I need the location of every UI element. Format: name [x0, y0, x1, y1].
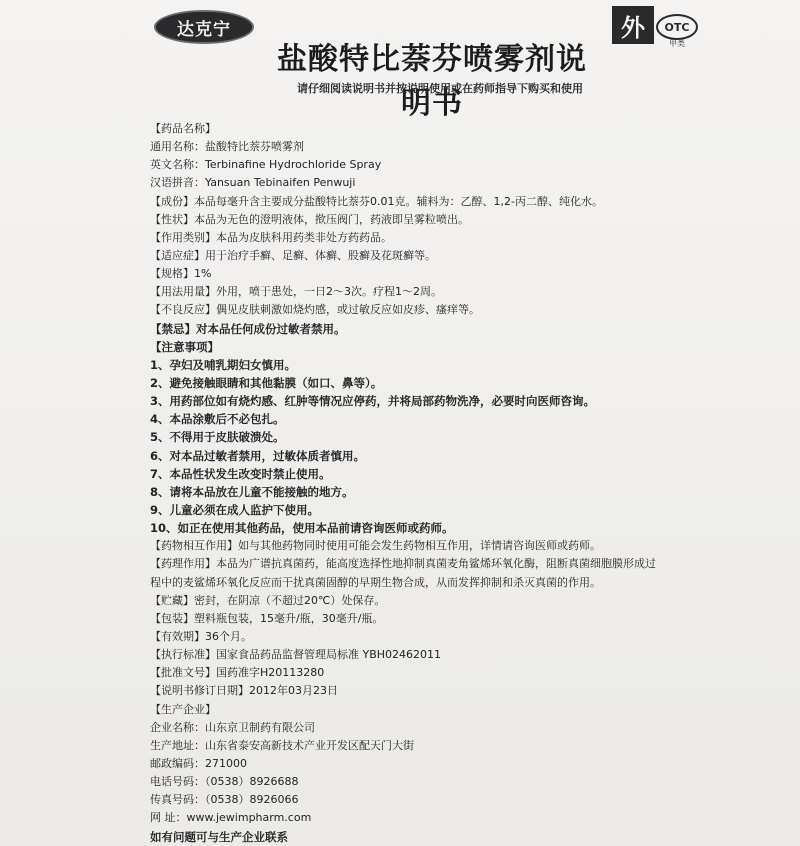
composition-row: 【成份】本品每毫升含主要成分盐酸特比萘芬0.01克。辅料为：乙醇、1,2-丙二醇、纯化水。: [150, 194, 603, 208]
zip-row: 邮政编码：271000: [150, 756, 247, 770]
brand-name: 达克宁: [177, 19, 231, 40]
english-name-row: 英文名称：Terbinafine Hydrochloride Spray: [150, 158, 382, 172]
precaution-item: 10、如正在使用其他药品，使用本品前请咨询医师或药师。: [150, 521, 454, 536]
properties-row: 【性状】本品为无色的澄明液体，揿压阀门，药液即呈雾粒喷出。: [150, 212, 469, 226]
contraindication-row: 【禁忌】对本品任何成份过敏者禁用。: [150, 321, 346, 336]
otc-class-label: 甲类: [669, 39, 685, 48]
external-use-label: 外: [621, 13, 645, 42]
address-row: 生产地址：山东省泰安高新技术产业开发区配天门大街: [150, 738, 414, 752]
page-subtitle: 请仔细阅读说明书并按说明使用或在药师指导下购买和使用: [297, 82, 583, 95]
pharmacology-row: 【药理作用】本品为广谱抗真菌药，能高度选择性地抑制真菌麦角鲨烯环氧化酶，阻断真菌细胞膜形成过程中的麦鲨烯环氧化反应而干扰真菌固醇的早期生物合成，从而发挥抑制和杀灭真菌的作用。: [150, 557, 656, 589]
revision-row: 【说明书修订日期】2012年03月23日: [150, 684, 338, 698]
storage-row: 【贮藏】密封，在阴凉（不超过20℃）处保存。: [150, 593, 386, 607]
precaution-item: 6、对本品过敏者禁用，过敏体质者慎用。: [150, 448, 365, 463]
precaution-item: 1、孕妇及哺乳期妇女慎用。: [150, 357, 297, 372]
adverse-row: 【不良反应】偶见皮肤刺激如烧灼感，或过敏反应如皮疹、瘙痒等。: [150, 303, 480, 317]
approval-row: 【批准文号】国药准字H20113280: [150, 666, 325, 680]
pinyin-name-row: 汉语拼音：Yansuan Tebinaifen Penwuji: [150, 176, 356, 190]
precaution-item: 8、请将本品放在儿童不能接触的地方。: [150, 484, 354, 499]
website-row: 网 址：www.jewimpharm.com: [150, 811, 312, 825]
generic-name-row: 通用名称：盐酸特比萘芬喷雾剂: [150, 140, 304, 154]
drug-name-heading: 【药品名称】: [150, 122, 216, 135]
indications-row: 【适应症】用于治疗手癣、足癣、体癣、股癣及花斑癣等。: [150, 248, 436, 262]
validity-row: 【有效期】36个月。: [150, 629, 252, 643]
leaflet-body: [150, 120, 710, 846]
company-name-row: 企业名称：山东京卫制药有限公司: [150, 720, 315, 734]
otc-logo: OTC: [656, 14, 698, 40]
precautions-heading: 【注意事项】: [150, 339, 219, 354]
precaution-item: 3、用药部位如有烧灼感、红肿等情况应停药，并将局部药物洗净，必要时向医师咨询。: [150, 394, 595, 409]
external-use-badge: [612, 6, 654, 44]
precaution-item: 9、儿童必须在成人监护下使用。: [150, 502, 319, 517]
brand-logo: [156, 12, 252, 42]
precaution-item: 5、不得用于皮肤破溃处。: [150, 430, 285, 445]
standard-row: 【执行标准】国家食品药品监督管理局标准 YBH02462011: [150, 648, 442, 662]
fax-row: 传真号码：（0538）8926066: [150, 793, 299, 807]
precaution-item: 7、本品性状发生改变时禁止使用。: [150, 466, 331, 481]
usage-row: 【用法用量】外用，喷于患处，一日2～3次。疗程1～2周。: [150, 285, 442, 299]
precaution-item: 2、避免接触眼睛和其他黏膜（如口、鼻等）。: [150, 375, 383, 390]
phone-row: 电话号码：（0538）8926688: [150, 775, 299, 789]
category-row: 【作用类别】本品为皮肤科用药类非处方药药品。: [150, 230, 392, 244]
contact-note: 如有问题可与生产企业联系: [150, 829, 288, 844]
spec-row: 【规格】1%: [150, 267, 212, 281]
precaution-item: 4、本品涂敷后不必包扎。: [150, 412, 285, 427]
package-row: 【包装】塑料瓶包装，15毫升/瓶，30毫升/瓶。: [150, 611, 384, 625]
interaction-row: 【药物相互作用】如与其他药物同时使用可能会发生药物相互作用，详情请咨询医师或药师。: [150, 539, 601, 553]
page-title: 盐酸特比萘芬喷雾剂说明书: [277, 42, 587, 121]
manufacturer-heading: 【生产企业】: [150, 702, 216, 716]
